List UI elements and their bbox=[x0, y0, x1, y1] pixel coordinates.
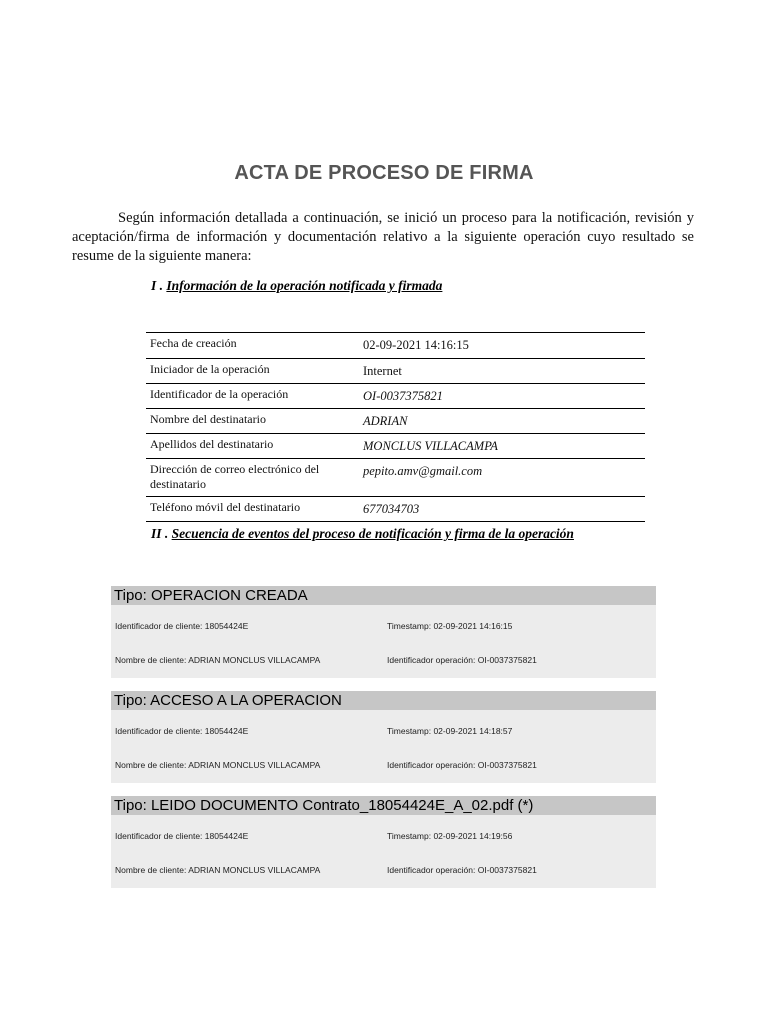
event-client-name: Nombre de cliente: ADRIAN MONCLUS VILLACAMPA bbox=[115, 655, 321, 665]
event-type: Tipo: LEIDO DOCUMENTO Contrato_18054424E_A_02.pdf (*) bbox=[111, 796, 656, 815]
event-timestamp: Timestamp: 02-09-2021 14:18:57 bbox=[387, 726, 513, 736]
event-client-id: Identificador de cliente: 18054424E bbox=[115, 831, 249, 841]
event-details bbox=[111, 815, 656, 888]
event-timestamp: Timestamp: 02-09-2021 14:19:56 bbox=[387, 831, 513, 841]
event-type: Tipo: OPERACION CREADA bbox=[111, 586, 656, 605]
field-value: MONCLUS VILLACAMPA bbox=[355, 434, 645, 459]
field-label: Iniciador de la operación bbox=[146, 359, 355, 384]
field-label: Nombre del destinatario bbox=[146, 409, 355, 434]
field-label: Dirección de correo electrónico del destinatario bbox=[146, 459, 355, 497]
field-value: 677034703 bbox=[355, 497, 645, 522]
table-row bbox=[146, 434, 645, 459]
field-value: ADRIAN bbox=[355, 409, 645, 434]
section-1-title: Información de la operación notificada y firmada bbox=[166, 278, 443, 293]
field-label: Fecha de creación bbox=[146, 333, 355, 359]
table-row bbox=[146, 409, 645, 434]
section-2-heading bbox=[151, 526, 574, 542]
table-row bbox=[146, 384, 645, 409]
intro-paragraph: Según información detallada a continuación, se inició un proceso para la notificación, revisión y aceptación/firma de información y documentación relativo a la siguiente operación cuyo resultado se resume de la siguiente manera: bbox=[72, 210, 694, 264]
section-1-number: I . bbox=[151, 278, 164, 293]
event-client-name: Nombre de cliente: ADRIAN MONCLUS VILLACAMPA bbox=[115, 865, 321, 875]
field-label: Apellidos del destinatario bbox=[146, 434, 355, 459]
event-details bbox=[111, 710, 656, 783]
event-block bbox=[111, 586, 656, 678]
field-value: OI-0037375821 bbox=[355, 384, 645, 409]
event-block bbox=[111, 691, 656, 783]
table-row bbox=[146, 359, 645, 384]
table-row bbox=[146, 497, 645, 522]
event-timestamp: Timestamp: 02-09-2021 14:16:15 bbox=[387, 621, 513, 631]
section-2-title: Secuencia de eventos del proceso de notificación y firma de la operación bbox=[171, 526, 574, 541]
operation-info-table bbox=[146, 332, 645, 522]
document-title: ACTA DE PROCESO DE FIRMA bbox=[234, 162, 534, 184]
field-value: 02-09-2021 14:16:15 bbox=[355, 333, 645, 359]
event-details bbox=[111, 605, 656, 678]
event-operation-id: Identificador operación: OI-0037375821 bbox=[387, 760, 537, 770]
section-2-number: II . bbox=[151, 526, 169, 541]
field-label: Teléfono móvil del destinatario bbox=[146, 497, 355, 522]
table-row bbox=[146, 333, 645, 359]
field-value: Internet bbox=[355, 359, 645, 384]
event-operation-id: Identificador operación: OI-0037375821 bbox=[387, 865, 537, 875]
table-row bbox=[146, 459, 645, 497]
field-label: Identificador de la operación bbox=[146, 384, 355, 409]
event-operation-id: Identificador operación: OI-0037375821 bbox=[387, 655, 537, 665]
event-client-name: Nombre de cliente: ADRIAN MONCLUS VILLACAMPA bbox=[115, 760, 321, 770]
event-type: Tipo: ACCESO A LA OPERACION bbox=[111, 691, 656, 710]
field-value: pepito.amv@gmail.com bbox=[355, 459, 645, 497]
event-client-id: Identificador de cliente: 18054424E bbox=[115, 726, 249, 736]
event-block bbox=[111, 796, 656, 888]
event-client-id: Identificador de cliente: 18054424E bbox=[115, 621, 249, 631]
section-1-heading bbox=[151, 278, 442, 294]
